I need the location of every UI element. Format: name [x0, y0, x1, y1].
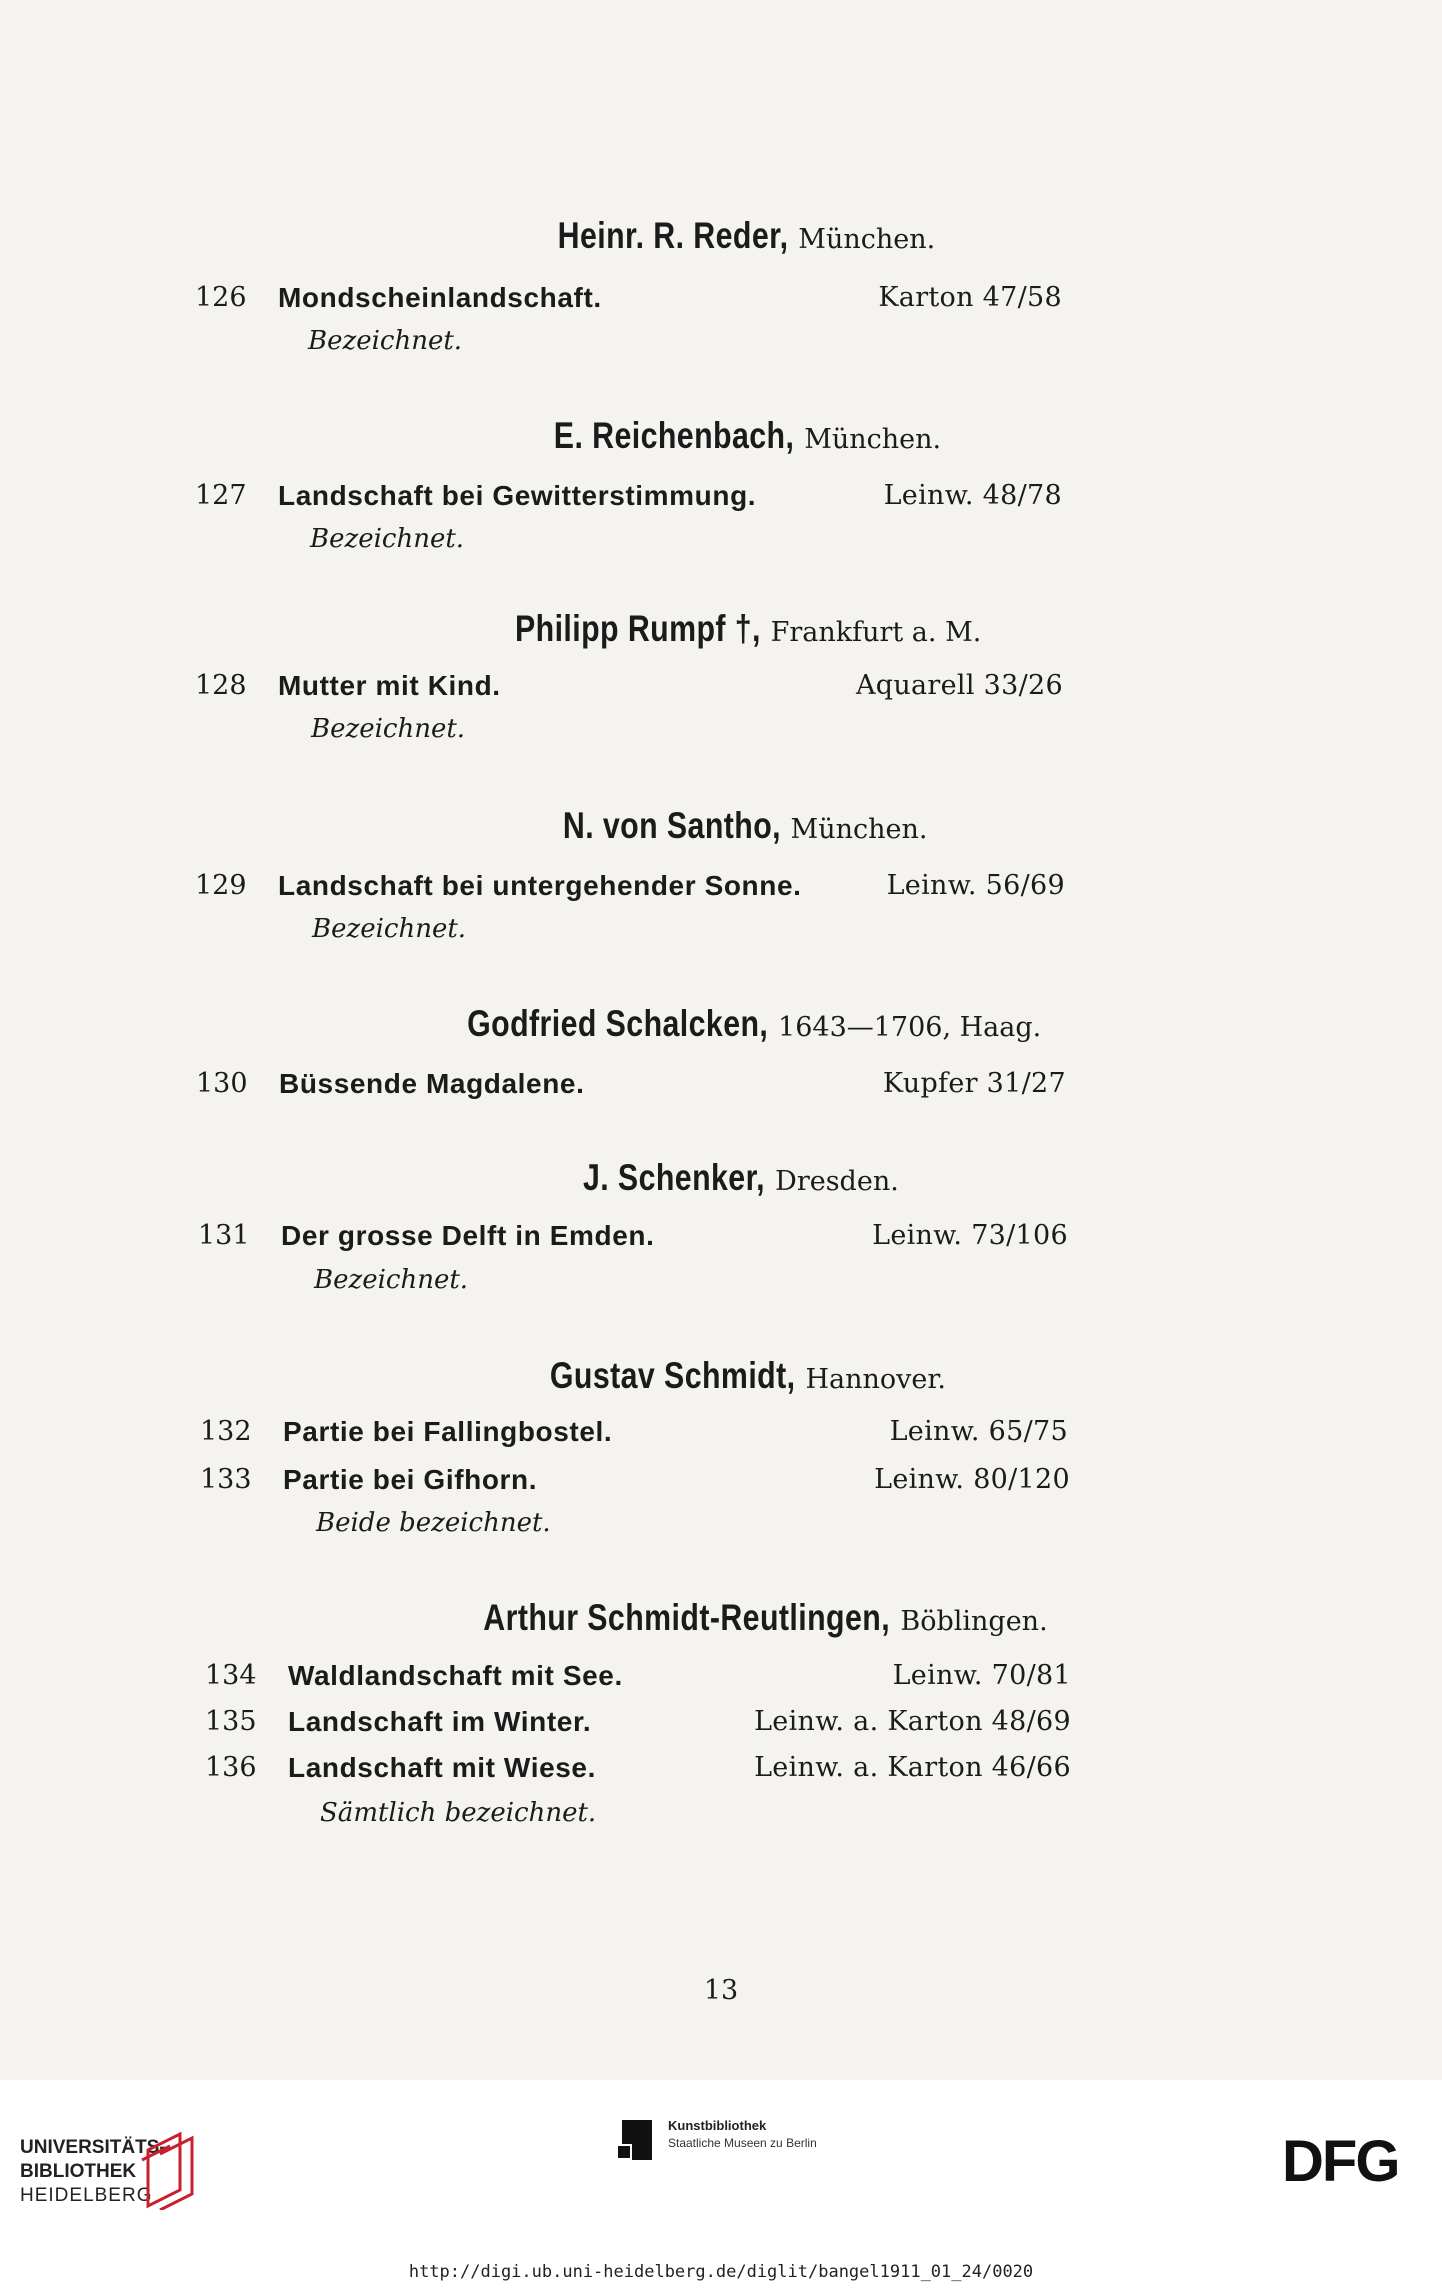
artist-heading	[0, 1003, 1442, 1045]
artist-location: Frankfurt a. M.	[770, 617, 982, 648]
entry-number: 136	[205, 1752, 257, 1783]
entry-medium: Leinw. a. Karton 46/66	[754, 1752, 1071, 1783]
catalog-entry	[205, 1660, 1071, 1700]
artist-location: München.	[804, 424, 942, 455]
entry-number: 128	[195, 670, 247, 701]
artist-location: 1643—1706, Haag.	[778, 1012, 1042, 1043]
footer-bar	[0, 2080, 1442, 2290]
kb-subtitle: Staatliche Museen zu Berlin	[668, 2136, 817, 2150]
entry-medium: Leinw. a. Karton 48/69	[754, 1706, 1071, 1737]
artist-name: Heinr. R. Reder,	[557, 215, 789, 256]
artist-location: Dresden.	[775, 1166, 899, 1197]
catalog-entry	[200, 1416, 1068, 1456]
entry-number: 131	[198, 1220, 250, 1251]
entry-title: Landschaft mit Wiese.	[288, 1752, 596, 1783]
artist-name: Gustav Schmidt,	[549, 1355, 796, 1396]
entry-number: 132	[200, 1416, 252, 1447]
entry-medium: Leinw. 48/78	[883, 480, 1062, 511]
permalink-url[interactable]: http://digi.ub.uni-heidelberg.de/diglit/bangel1911_01_24/0020	[408, 2262, 1034, 2282]
entry-note: Bezeichnet.	[311, 714, 466, 744]
entry-note: Bezeichnet.	[314, 1265, 469, 1295]
entry-medium: Kupfer 31/27	[882, 1068, 1066, 1099]
entry-title: Waldlandschaft mit See.	[288, 1660, 623, 1691]
artist-heading	[0, 1355, 1442, 1397]
catalog-entry	[200, 1464, 1070, 1504]
catalog-entry	[205, 1706, 1071, 1746]
entry-medium: Karton 47/58	[878, 282, 1062, 313]
entry-title: Landschaft bei Gewitterstimmung.	[278, 480, 757, 511]
ub-line1: UNIVERSITÄTS-	[20, 2137, 166, 2158]
entry-note: Bezeichnet.	[310, 524, 465, 554]
entry-medium: Aquarell 33/26	[855, 670, 1063, 701]
kunstbibliothek-logo[interactable]	[612, 2116, 817, 2169]
artist-name: E. Reichenbach,	[553, 415, 795, 456]
catalog-entry	[196, 1068, 1066, 1108]
entry-title: Mondscheinlandschaft.	[278, 282, 602, 313]
catalog-entry	[205, 1752, 1071, 1792]
artist-location: Böblingen.	[900, 1606, 1048, 1637]
entry-medium: Leinw. 56/69	[886, 870, 1065, 901]
entry-note: Bezeichnet.	[312, 914, 467, 944]
entry-number: 126	[195, 282, 247, 313]
catalog-entry	[198, 1220, 1068, 1260]
artist-heading	[0, 215, 1442, 257]
entry-number: 130	[196, 1068, 248, 1099]
catalog-entry	[195, 282, 1062, 322]
catalog-entry	[195, 870, 1065, 910]
artist-name: Godfried Schalcken,	[466, 1003, 769, 1044]
ub-line3: HEIDELBERG	[20, 2185, 153, 2206]
entry-medium: Leinw. 65/75	[889, 1416, 1068, 1447]
entry-title: Der grosse Delft in Emden.	[281, 1220, 655, 1251]
entry-note: Beide bezeichnet.	[316, 1508, 551, 1538]
page-number: 13	[703, 1975, 739, 2006]
entry-title: Landschaft bei untergehender Sonne.	[278, 870, 802, 901]
artist-location: München.	[798, 224, 936, 255]
ub-emblem-icon	[140, 2130, 202, 2210]
artist-name: Arthur Schmidt-Reutlingen,	[483, 1597, 891, 1638]
kunstbibliothek-icon	[612, 2116, 660, 2164]
artist-location: Hannover.	[805, 1364, 946, 1395]
artist-heading	[0, 608, 1442, 650]
artist-name: Philipp Rumpf †,	[514, 608, 761, 649]
catalog-entry	[195, 670, 1063, 710]
entry-medium: Leinw. 73/106	[872, 1220, 1068, 1251]
entry-note: Bezeichnet.	[308, 326, 463, 356]
ub-line2: BIBLIOTHEK	[20, 2161, 137, 2182]
catalog-entry	[195, 480, 1062, 520]
artist-name: J. Schenker,	[583, 1157, 766, 1198]
kb-title: Kunstbibliothek	[668, 2118, 767, 2133]
entry-number: 127	[195, 480, 247, 511]
dfg-logo[interactable]: DFG	[1282, 2129, 1399, 2194]
artist-heading	[0, 415, 1442, 457]
artist-heading	[0, 805, 1442, 847]
entry-title: Landschaft im Winter.	[288, 1706, 592, 1737]
artist-name: N. von Santho,	[562, 805, 781, 846]
entry-title: Partie bei Gifhorn.	[283, 1464, 538, 1495]
entry-number: 134	[205, 1660, 257, 1691]
entry-number: 129	[195, 870, 247, 901]
entry-medium: Leinw. 80/120	[874, 1464, 1070, 1495]
entry-number: 135	[205, 1706, 257, 1737]
artist-heading	[0, 1597, 1442, 1639]
entry-title: Partie bei Fallingbostel.	[283, 1416, 613, 1447]
entry-medium: Leinw. 70/81	[892, 1660, 1071, 1691]
entry-title: Büssende Magdalene.	[279, 1068, 585, 1099]
entry-note: Sämtlich bezeichnet.	[320, 1798, 597, 1828]
entry-title: Mutter mit Kind.	[278, 670, 501, 701]
entry-number: 133	[200, 1464, 252, 1495]
artist-location: München.	[790, 814, 928, 845]
artist-heading	[0, 1157, 1442, 1199]
